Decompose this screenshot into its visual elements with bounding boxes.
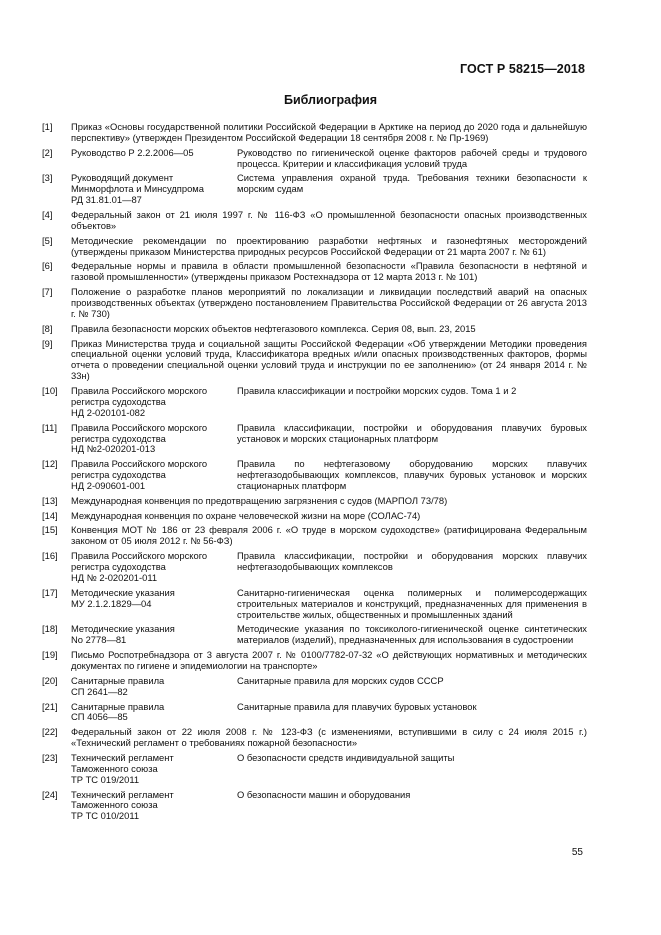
entry-source: Руководство Р 2.2.2006—05 — [71, 146, 194, 158]
entry-source: Санитарные правила СП 2641—82 — [71, 674, 165, 697]
page-title: Библиография — [283, 93, 378, 107]
entry-title: О безопасности средств индивидуальной защиты — [237, 751, 455, 763]
entry-text: Международная конвенция по предотвращению загрязнения с судов (МАРПОЛ 73/78) — [71, 494, 448, 506]
entry-number: [11] — [42, 421, 57, 433]
entry-number: [16] — [42, 550, 58, 562]
bibliography-entry — [42, 496, 587, 507]
entry-text: Приказ «Основы государственной политики Российской Федерации в Арктике на период до 2020 года и дальнейшую перспективу» (утвержден Президентом Российской Федерации 18 сентября 2008 г. № Пр-1969) — [71, 121, 587, 143]
entry-source: Технический регламент Таможенного союза ТР ТС 019/2011 — [71, 751, 174, 785]
entry-title: Правила по нефтегазовому оборудованию морских плавучих нефтегазодобывающих комплексов, плавучих буровых установок и морских стационарных платформ — [237, 458, 587, 492]
bibliography-entry — [42, 676, 587, 698]
entry-number: [10] — [42, 385, 58, 397]
entry-title: Правила классификации и постройки морских судов. Тома 1 и 2 — [237, 385, 517, 397]
bibliography-entry — [42, 236, 587, 258]
bibliography-entry — [42, 511, 587, 522]
bibliography-entry — [42, 423, 587, 456]
entry-number: [6] — [42, 260, 53, 272]
entry-number: [8] — [42, 322, 53, 334]
entry-number: [23] — [42, 751, 58, 763]
bibliography-entry — [42, 753, 587, 786]
bibliography-entry — [42, 525, 587, 547]
entry-text: Письмо Роспотребнадзора от 3 августа 2007 г. № 0100/7782-07-32 «О действующих нормативных и методических документах по гигиене и эпидемиологии на транспорте» — [71, 649, 587, 671]
entry-title: Санитарные правила для плавучих буровых установок — [237, 700, 477, 712]
entry-number: [20] — [42, 674, 58, 686]
page-number: 55 — [571, 847, 583, 858]
entry-text: Правила безопасности морских объектов нефтегазового комплекса. Серия 08, вып. 23, 2015 — [71, 322, 476, 334]
entry-title: О безопасности машин и оборудования — [237, 788, 411, 800]
entry-number: [9] — [42, 337, 53, 349]
entry-source: Методические указания No 2778—81 — [71, 623, 175, 646]
entry-number: [7] — [42, 286, 53, 298]
entry-number: [17] — [42, 586, 58, 598]
bibliography-entry — [42, 122, 587, 144]
entry-title: Санитарно-гигиеническая оценка полимерных и полимерсодержащих строительных материалов и конструкций, предназначенных для применения в строительстве жилых, общественных и промышленных зданий — [237, 586, 587, 620]
entry-source: Санитарные правила СП 4056—85 — [71, 700, 165, 723]
bibliography-entry — [42, 702, 587, 724]
bibliography-entry — [42, 551, 587, 584]
bibliography-entry — [42, 790, 587, 823]
entry-source: Руководящий документ Минморфлота и Минсудпрома РД 31.81.01—87 — [71, 172, 204, 206]
bibliography-entry — [42, 588, 587, 621]
bibliography-entry — [42, 650, 587, 672]
bibliography-entry — [42, 727, 587, 749]
entry-number: [19] — [42, 649, 58, 661]
bibliography-entry — [42, 339, 587, 383]
bibliography-list — [42, 122, 587, 826]
entry-source: Правила Российского морского регистра судоходства НД 2-020101-082 — [71, 385, 208, 418]
entry-number: [18] — [42, 623, 58, 635]
bibliography-entry — [42, 148, 587, 170]
entry-number: [13] — [42, 494, 58, 506]
entry-text: Федеральные нормы и правила в области промышленной безопасности «Правила безопасности в нефтяной и газовой промышленности» (утверждены приказом Ростехнадзора от 12 марта 2013 г. № 101) — [71, 260, 587, 283]
bibliography-entry — [42, 386, 587, 419]
entry-title: Правила классификации, постройки и оборудования морских плавучих нефтегазодобывающих комплексов — [237, 550, 587, 573]
entry-title: Руководство по гигиенической оценке факторов рабочей среды и трудового процесса. Критерии и классификация условий труда — [237, 146, 587, 169]
entry-text: Приказ Министерства труда и социальной защиты Российской Федерации «Об утверждении Методики проведения специальной оценки условий труда, Классификатора вредных и/или опасных производственных факторов, формы отчета о проведении специальной оценки условий труда и инструкции по ее заполнению» (от 24 января 2014 г. № 33н) — [71, 337, 587, 382]
bibliography-entry — [42, 324, 587, 335]
entry-number: [5] — [42, 234, 53, 246]
entry-number: [3] — [42, 172, 53, 184]
entry-source: Методические указания МУ 2.1.2.1829—04 — [71, 586, 175, 609]
bibliography-entry — [42, 173, 587, 206]
entry-number: [4] — [42, 209, 53, 221]
entry-source: Правила Российского морского регистра судоходства НД № 2-020201-011 — [71, 550, 208, 583]
bibliography-entry — [42, 261, 587, 283]
entry-text: Конвенция МОТ № 186 от 23 февраля 2006 г. «О труде в морском судоходстве» (ратифицирована Федеральным законом от 05 июля 2012 г. № 56-ФЗ) — [71, 524, 587, 547]
entry-title: Правила классификации, постройки и оборудования плавучих буровых установок и морских стационарных платформ — [237, 421, 587, 444]
entry-source: Правила Российского морского регистра судоходства НД №2-020201-013 — [71, 421, 208, 455]
entry-number: [1] — [42, 121, 53, 132]
entry-number: [12] — [42, 458, 58, 470]
entry-number: [15] — [42, 524, 58, 536]
entry-number: [24] — [42, 788, 58, 800]
entry-number: [21] — [42, 700, 58, 712]
entry-title: Система управления охраной труда. Требования техники безопасности к морским судам — [237, 172, 587, 195]
entry-number: [2] — [42, 146, 53, 158]
bibliography-entry — [42, 210, 587, 232]
entry-text: Международная конвенция по охране человеческой жизни на море (СОЛАС-74) — [71, 509, 421, 521]
entry-text: Федеральный закон от 22 июля 2008 г. № 123-ФЗ (с изменениями, вступившими в силу с 24 июля 2015 г.) «Технический регламент о требованиях пожарной безопасности» — [71, 726, 587, 749]
entry-number: [14] — [42, 509, 58, 521]
entry-text: Методические рекомендации по проектированию разработки нефтяных и газонефтяных месторождений (утверждены приказом Министерства природных ресурсов Российской Федерации от 21 марта 2007 г. № 61) — [71, 234, 587, 257]
bibliography-entry — [42, 459, 587, 492]
entry-title: Санитарные правила для морских судов СССР — [237, 674, 444, 686]
entry-source: Правила Российского морского регистра судоходства НД 2-090601-001 — [71, 458, 208, 492]
entry-source: Технический регламент Таможенного союза ТР ТС 010/2011 — [71, 788, 174, 822]
entry-text: Положение о разработке планов мероприятий по локализации и ликвидации последствий аварий на опасных производственных объектах (утверждено постановлением Правительства Российской Федерации от 26 августа 2013 г. № 730) — [71, 286, 587, 319]
bibliography-entry — [42, 287, 587, 320]
document-code: ГОСТ Р 58215—2018 — [459, 62, 585, 76]
entry-text: Федеральный закон от 21 июля 1997 г. № 116-ФЗ «О промышленной безопасности опасных производственных объектов» — [71, 209, 587, 231]
bibliography-entry — [42, 624, 587, 646]
entry-number: [22] — [42, 726, 58, 738]
entry-title: Методические указания по токсиколого-гигиенической оценке синтетических материалов (изделий), предназначенных для использования в судостроении — [237, 623, 587, 646]
